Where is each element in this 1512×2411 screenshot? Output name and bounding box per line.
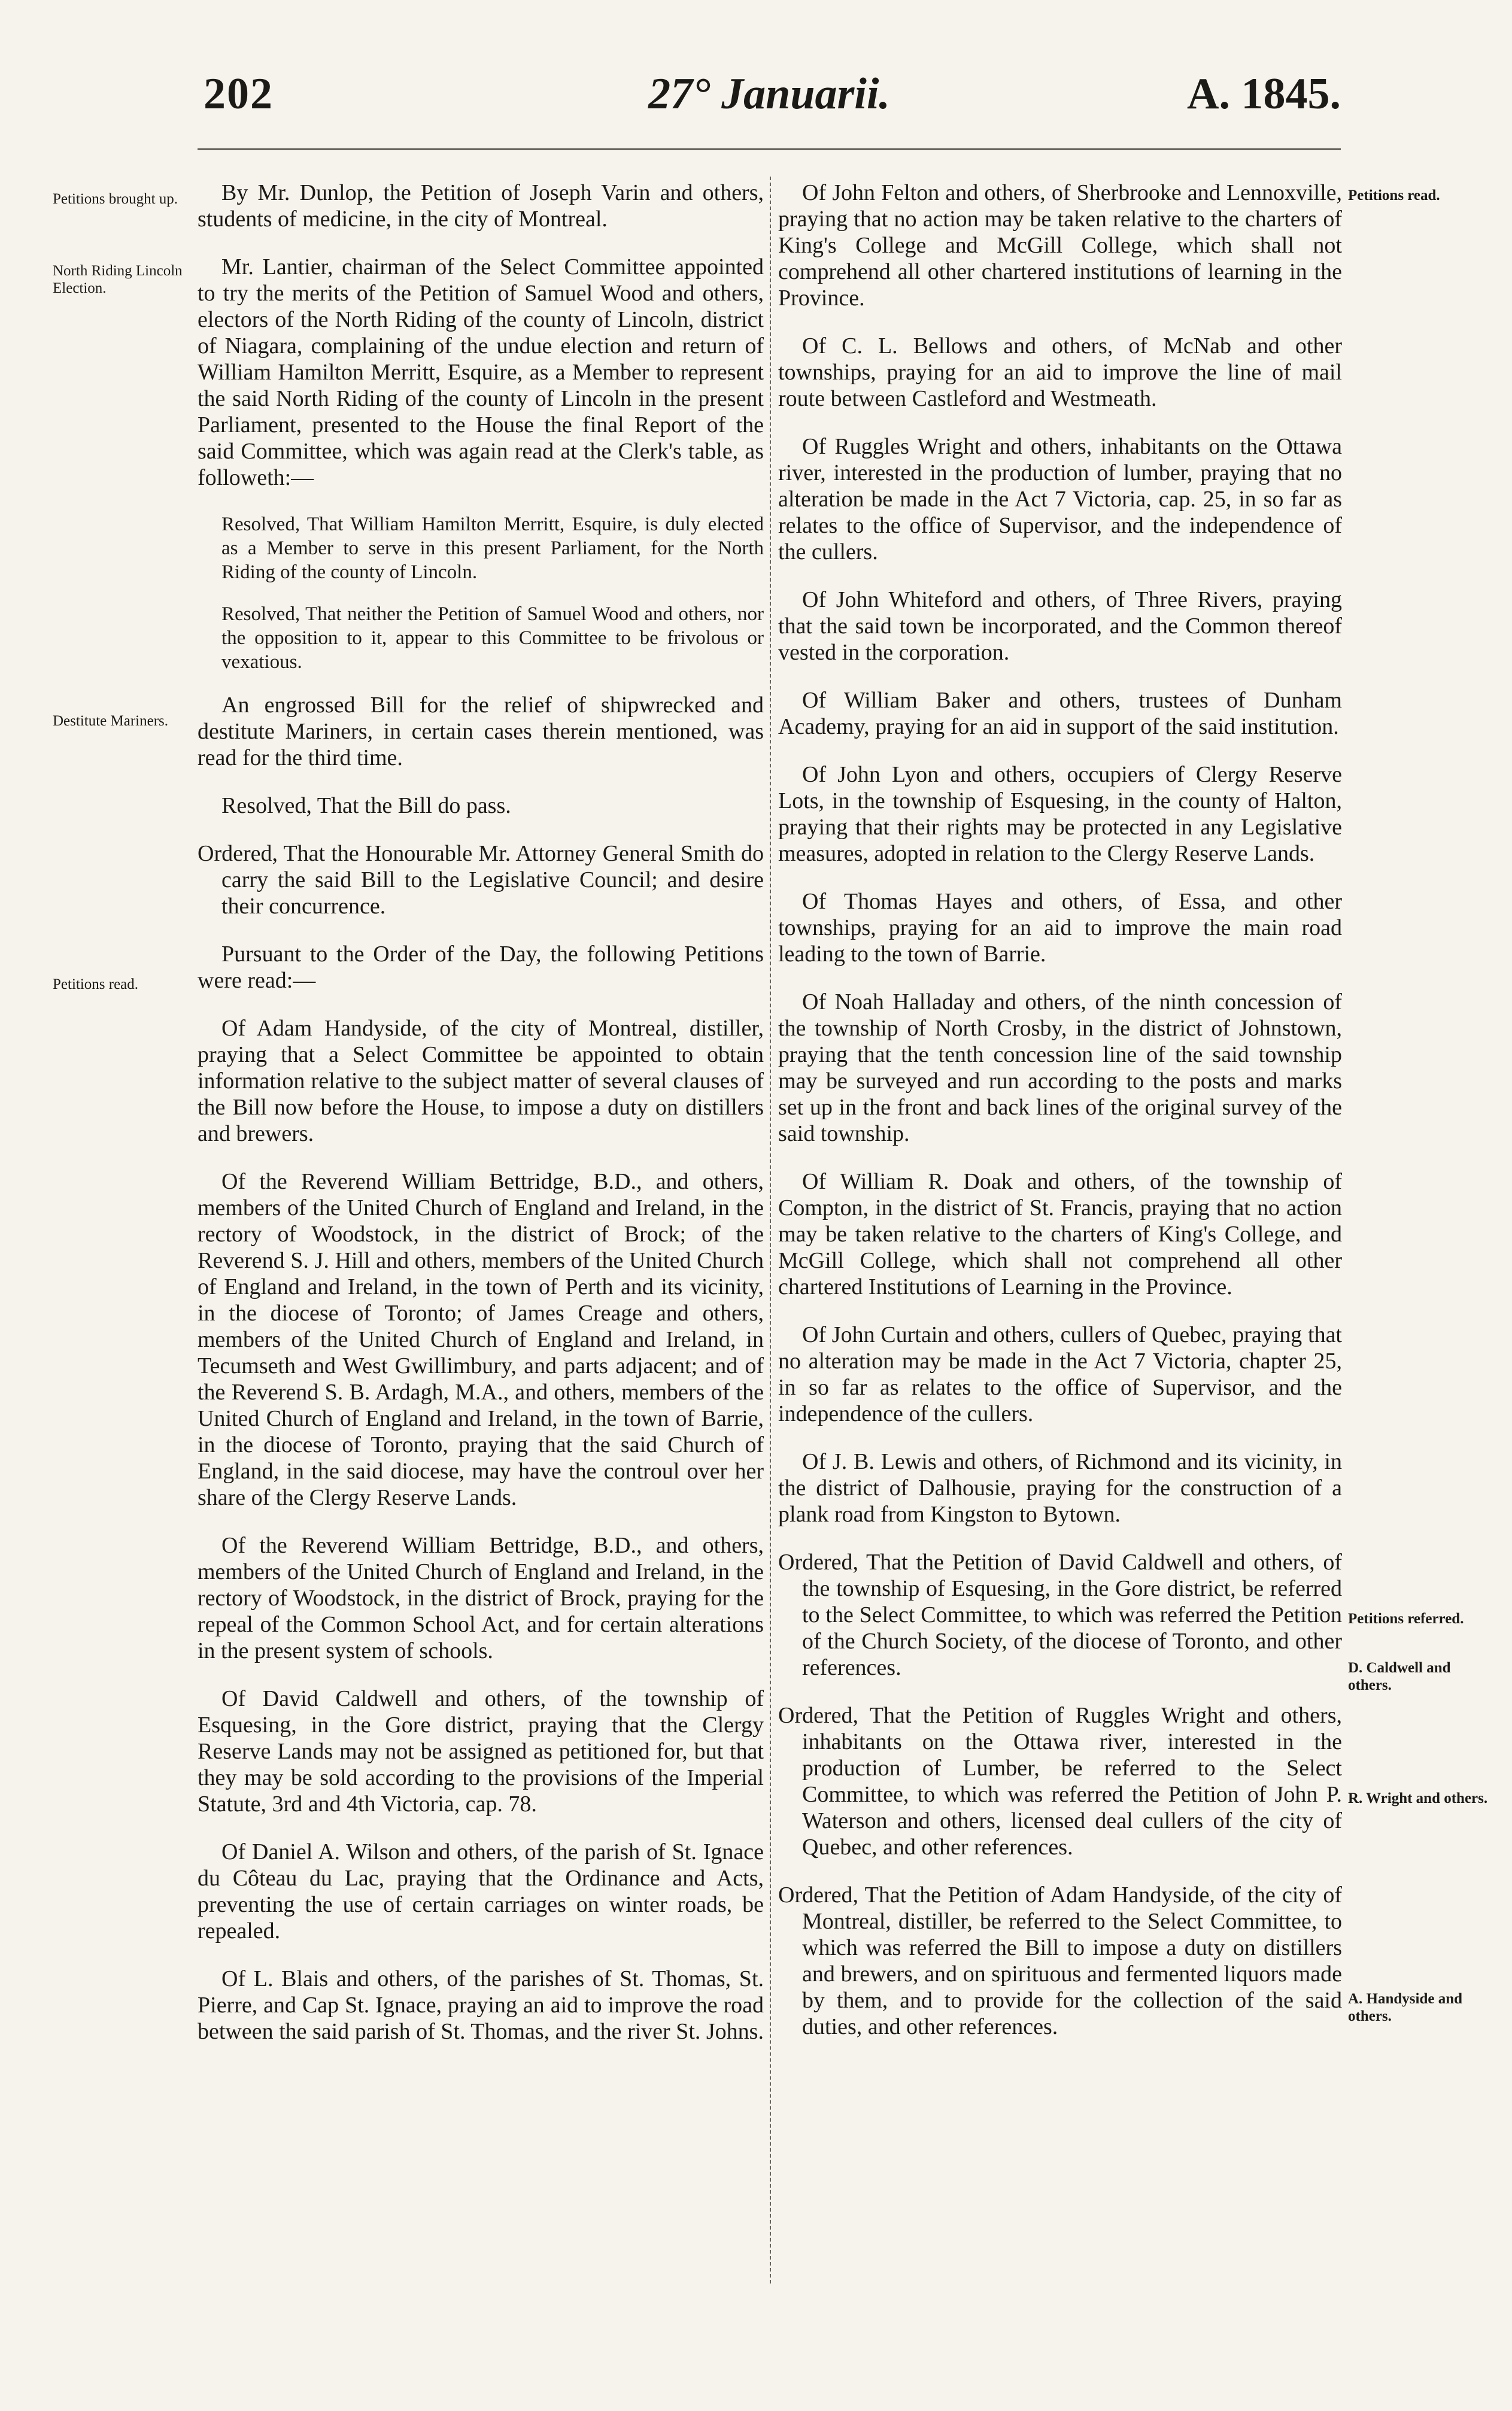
petition-handyside: Of Adam Handyside, of the city of Montreal, distiller, praying that a Select Committee be appointed to obtain information relative to the subject matter of several clauses of the Bill now before the House, to impose a duty on distillers and brewers. xyxy=(198,1016,764,1146)
petition-bellows: Of C. L. Bellows and others, of McNab and other townships, praying for an aid to improve the line of mail route between Castleford and Westmeath. xyxy=(778,333,1342,411)
margin-note-petitions-brought-up: Petitions brought up. xyxy=(53,191,178,207)
margin-note-r-wright: R. Wright and others. xyxy=(1348,1790,1488,1806)
resolution-merritt: Resolved, That William Hamilton Merritt, Esquire, is duly elected as a Member to serve in this present Parliament, for the North Riding of the county of Lincoln. xyxy=(221,514,764,583)
petition-curtain: Of John Curtain and others, cullers of Quebec, praying that no alteration may be made in the Act 7 Victoria, chapter 25, in so far as relates to the office of Supervisor, and the independence of the cullers. xyxy=(778,1322,1342,1426)
year-label: A. 1845. xyxy=(1187,69,1341,119)
petition-brought-up: By Mr. Dunlop, the Petition of Joseph Varin and others, students of medicine, in the city of Montreal. xyxy=(198,180,764,232)
order-of-day: Pursuant to the Order of the Day, the following Petitions were read:— xyxy=(198,942,764,993)
petition-felton: Of John Felton and others, of Sherbrooke and Lennoxville, praying that no action may be taken relative to the charters of King's College and McGill College, which shall not comprehend all other chartered institutions of learning in the Province. xyxy=(778,180,1342,311)
petition-halladay: Of Noah Halladay and others, of the ninth concession of the township of North Crosby, in the district of Johnstown, praying that the tenth concession line of the said township may be surveyed and run according to the posts and marks set up in the front and back lines of the original survey of the said township. xyxy=(778,989,1342,1146)
margin-note-petitions-referred: Petitions referred. xyxy=(1348,1611,1464,1627)
bill-ordered: Ordered, That the Honourable Mr. Attorney General Smith do carry the said Bill to the Legislative Council; and desire their concurrence. xyxy=(198,841,764,919)
petition-wright: Of Ruggles Wright and others, inhabitants on the Ottawa river, interested in the production of lumber, praying that no alteration be made in the Act 7 Victoria, cap. 25, in so far as relates to the office of Supervisor, and the independence of the cullers. xyxy=(778,434,1342,564)
petition-doak: Of William R. Doak and others, of the township of Compton, in the district of St. Francis, praying that no action may be taken relative to the charters of King's College, and McGill College, which shall not comprehend all other chartered Institutions of Learning in the Province. xyxy=(778,1169,1342,1299)
committee-report: Mr. Lantier, chairman of the Select Committee appointed to try the merits of the Petition of Samuel Wood and others, electors of the North Riding of the county of Lincoln, district of Niagara, complaining of the undue election and return of William Hamilton Merritt, Esquire, as a Member to represent the said North Riding of the county of Lincoln in the present Parliament, presented to the House the final Report of the said Committee, which was again read at the Clerk's table, as followeth:— xyxy=(198,254,764,490)
margin-note-north-riding: North Riding Lincoln Election. xyxy=(53,263,183,296)
margin-note-d-caldwell: D. Caldwell and others. xyxy=(1348,1660,1451,1693)
header-rule xyxy=(198,148,1341,150)
right-column xyxy=(778,180,1342,2061)
bill-resolved: Resolved, That the Bill do pass. xyxy=(221,793,511,818)
order-wright: Ordered, That the Petition of Ruggles Wright and others, inhabitants on the Ottawa river, interested in the production of Lumber, be referred to the Select Committee, to which was referred the Petition of John P. Waterson and others, licensed deal cullers of the city of Quebec, and other references. xyxy=(778,1703,1342,1860)
resolution-wood: Resolved, That neither the Petition of Samuel Wood and others, nor the opposition to it, appear to this Committee to be frivolous or vexatious. xyxy=(221,603,764,673)
petition-lewis: Of J. B. Lewis and others, of Richmond and its vicinity, in the district of Dalhousie, praying for the construction of a plank road from Kingston to Bytown. xyxy=(778,1449,1342,1527)
page-header xyxy=(198,69,1341,135)
petition-baker: Of William Baker and others, trustees of Dunham Academy, praying for an aid in support of the said institution. xyxy=(778,688,1342,739)
order-handyside: Ordered, That the Petition of Adam Handyside, of the city of Montreal, distiller, be referred to the Select Committee, to which was referred the Bill to impose a duty on distillers and brewers, and on spirituous and fermented liquors made by them, and to provide for the collection of the said duties, and other references. xyxy=(778,1882,1342,2039)
page-number: 202 xyxy=(204,69,274,119)
petition-caldwell: Of David Caldwell and others, of the township of Esquesing, in the Gore district, praying that the Clergy Reserve Lands may not be assigned as petitioned for, but that they may be sold according to the provisions of the Imperial Statute, 3rd and 4th Victoria, cap. 78. xyxy=(198,1686,764,1817)
margin-note-destitute-mariners: Destitute Mariners. xyxy=(53,713,169,729)
margin-note-a-handyside: A. Handyside and others. xyxy=(1348,1991,1463,2024)
petition-bettridge-schools: Of the Reverend William Bettridge, B.D., and others, members of the United Church of England and Ireland, in the rectory of Woodstock, in the district of Brock, praying for the repeal of the Common School Act, and for certain alterations in the present system of schools. xyxy=(198,1533,764,1663)
date-title: 27° Januarii. xyxy=(648,69,890,119)
left-column xyxy=(198,180,764,2066)
margin-note-petitions-read: Petitions read. xyxy=(53,976,139,992)
petition-hayes: Of Thomas Hayes and others, of Essa, and other townships, praying for an aid to improve the main road leading to the town of Barrie. xyxy=(778,889,1342,967)
order-caldwell: Ordered, That the Petition of David Caldwell and others, of the township of Esquesing, in the Gore district, be referred to the Select Committee, to which was referred the Petition of the Church Society, of the diocese of Toronto, and other references. xyxy=(778,1550,1342,1680)
petition-blais: Of L. Blais and others, of the parishes of St. Thomas, St. Pierre, and Cap St. Ignace, praying an aid to improve the road between the said parish of St. Thomas, and the river St. Johns. xyxy=(198,1966,764,2044)
petition-whiteford: Of John Whiteford and others, of Three Rivers, praying that the said town be incorporated, and the Common thereof vested in the corporation. xyxy=(778,587,1342,665)
column-divider xyxy=(770,177,771,2284)
petition-bettridge-church: Of the Reverend William Bettridge, B.D., and others, members of the United Church of England and Ireland, in the rectory of Woodstock, in the district of Brock; of the Reverend S. J. Hill and others, members of the United Church of England and Ireland, in the town of Perth and its vicinity, in the diocese of Toronto; of James Creage and others, members of the United Church of England and Ireland, in Tecumseth and West Gwillimbury, and parts adjacent; and of the Reverend S. B. Ardagh, M.A., and others, members of the United Church of England and Ireland, in the town of Barrie, in the diocese of Toronto, praying that the said Church of England, in the said diocese, may have the controul over her share of the Clergy Reserve Lands. xyxy=(198,1169,764,1510)
petition-lyon: Of John Lyon and others, occupiers of Clergy Reserve Lots, in the township of Esquesing, in the county of Halton, praying that their rights may be protected in any Legislative measures, adopted in relation to the Clergy Reserve Lands. xyxy=(778,762,1342,866)
mariners-bill: An engrossed Bill for the relief of shipwrecked and destitute Mariners, in certain cases therein mentioned, was read for the third time. xyxy=(198,693,764,770)
margin-note-petitions-read-right: Petitions read. xyxy=(1348,187,1440,204)
petition-wilson: Of Daniel A. Wilson and others, of the parish of St. Ignace du Côteau du Lac, praying that the Ordinance and Acts, preventing the use of certain carriages on winter roads, be repealed. xyxy=(198,1839,764,1944)
